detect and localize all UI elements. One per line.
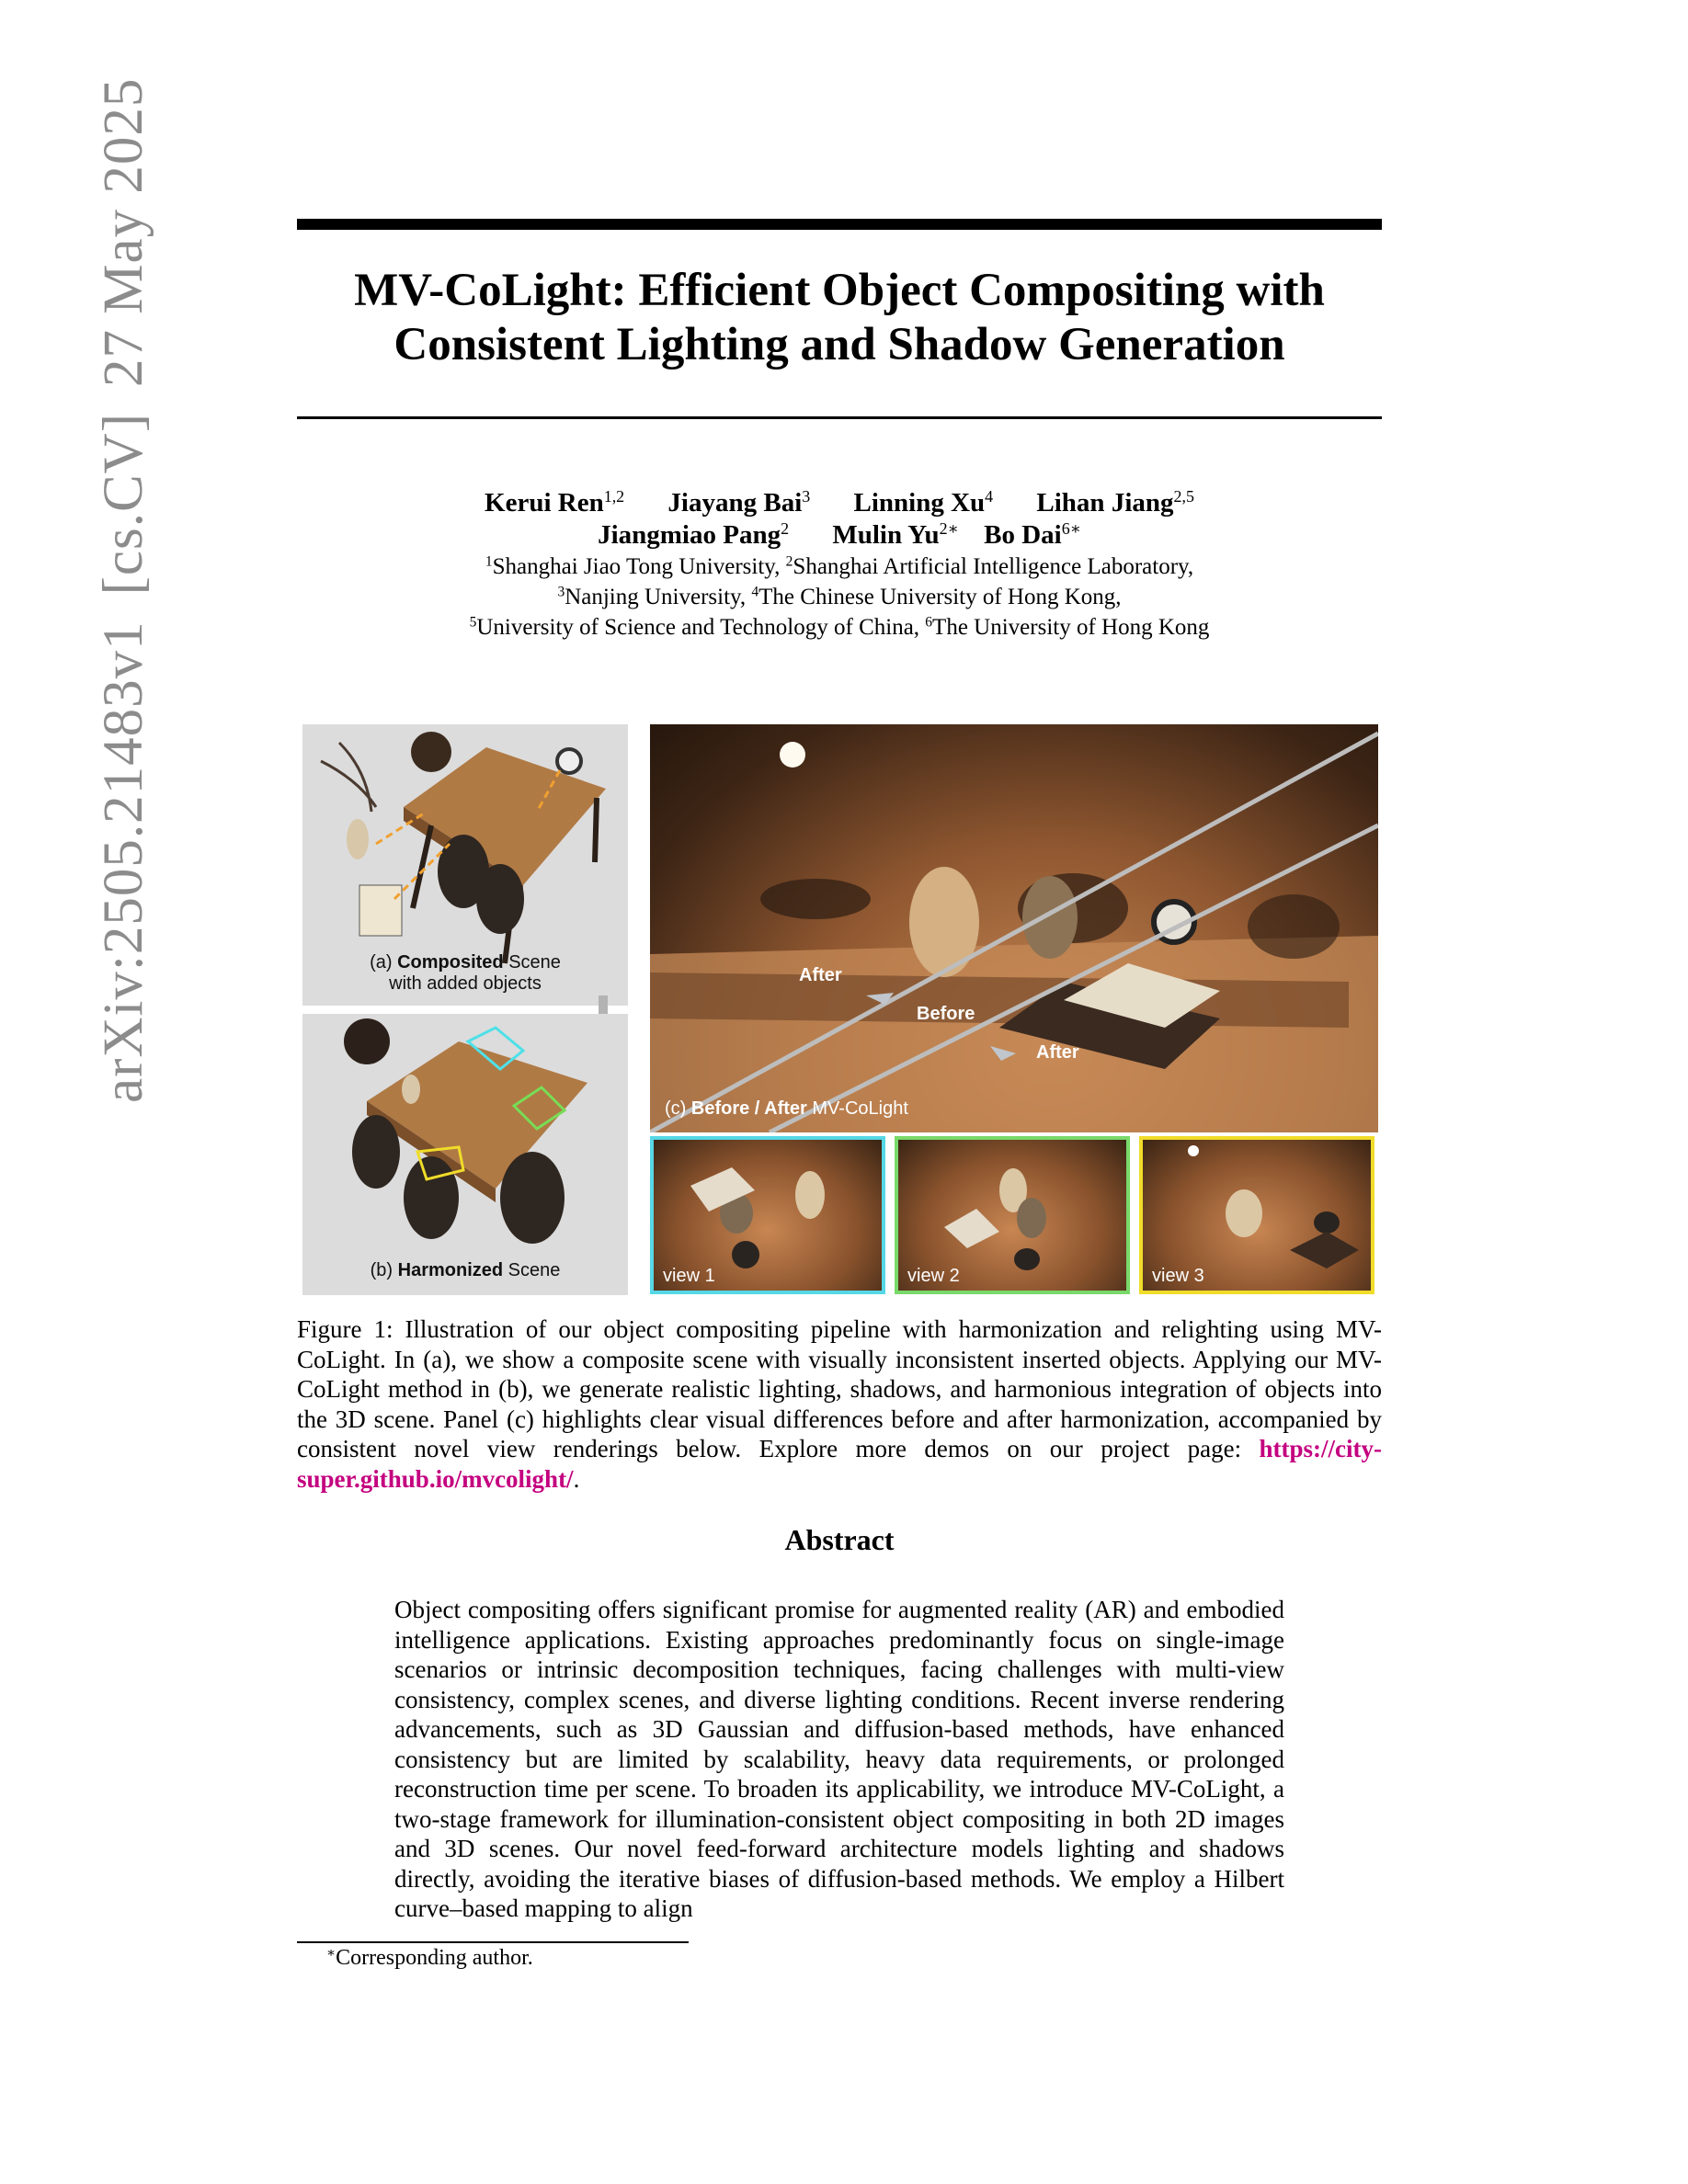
author: Mulin $Yu^{2∗}$ [832, 519, 959, 550]
caption-text: Figure 1: Illustration of our object compositing pipeline with harmonization and relighting using MV-CoLight. In (a), we show a composite scene with visually inconsistent inserted objects. Applying our MV-CoLight method in (b), we generate realistic lighting, shadows, and harmonious integration of objects into the 3D scene. Panel (c) highlights clear visual differences before and after harmonization, accompanied by consistent novel view renderings below. Explore more demos on our project page: [297, 1315, 1382, 1462]
view-2-label: view 2 [907, 1266, 960, 1286]
affiliation-line-1: $^1$Shanghai Jiao Tong University, $^2$Shanghai Artificial Intelligence Laboratory, [485, 553, 1194, 579]
project-page-link[interactable]: https://city-super.github.io/mvcolight/ [297, 1435, 1382, 1493]
arxiv-category: [cs.CV] [93, 412, 154, 596]
title-line-2: Consistent Lighting and Shadow Generation [393, 319, 1285, 370]
novel-view-2 [895, 1136, 1130, 1294]
arxiv-id: arXiv:2505.21483v1 [93, 620, 154, 1103]
harmonized-scene-image [302, 1014, 628, 1295]
abstract-body: Object compositing offers significant promise for augmented reality (AR) and embodied intelligence applications. Existing approaches predominantly focus on single-image scenarios or intrinsic decomposition techniques, facing challenges with multi-view consistency, complex scenes, and diverse lighting conditions. Recent inverse rendering advancements, such as 3D Gaussian and diffusion-based methods, have enhanced consistency but are limited by scalability, heavy data requirements, or prolonged reconstruction time per scene. To broaden its applicability, we introduce MV-CoLight, a two-stage framework for illumination-consistent object compositing in both 2D images and 3D scenes. Our novel feed-forward architecture models lighting and shadows directly, avoiding the iterative biases of diffusion-based methods. We employ a Hilbert curve–based mapping to align [394, 1596, 1284, 1922]
after-label-left: After [799, 965, 842, 985]
title-bottom-rule [297, 416, 1382, 419]
panel-a-caption: (a) Composited Scene with added objects [370, 952, 561, 994]
after-label-right: After [1036, 1042, 1079, 1063]
author: Bo Dai$^{6∗}$ [984, 519, 1081, 550]
figure-caption: Figure 1: Illustration of our object compositing pipeline with harmonization and relighting using MV-CoLight. In (a), we show a composite scene with visually inconsistent inserted objects. Applying our MV-CoLight method in (b), we generate realistic lighting, shadows, and harmonious integration of objects into the 3D scene. Panel (c) highlights clear visual differences before and after harmonization, accompanied by consistent novel view renderings below. Explore more demos on our project page: https://city-super.github.io/mvcolight/. [297, 1315, 1382, 1493]
figure-panel-composited [302, 724, 628, 1006]
footnote-rule [297, 1941, 689, 1943]
abstract-heading: Abstract [784, 1523, 895, 1556]
figure-panel-before-after [650, 724, 1378, 1132]
figure-panel-harmonized [302, 1014, 628, 1295]
view-1-label: view 1 [663, 1266, 715, 1286]
view-3-label: view 3 [1152, 1266, 1204, 1286]
before-after-scene-image [650, 724, 1378, 1132]
author-block [297, 487, 1382, 643]
author: Jiangmiao Pang$^2$ [598, 519, 790, 550]
author: Jiayang Bai$^3$ [667, 487, 811, 518]
author-line-1 [297, 487, 1382, 519]
panel-c-caption: (c) Before / After MV-CoLight [665, 1098, 908, 1119]
title-line-1: MV-CoLight: Efficient Object Compositing with [354, 265, 1325, 316]
author-line-2 [297, 519, 1382, 552]
arxiv-date: 27 May 2025 [93, 77, 154, 387]
before-label: Before [917, 1004, 975, 1024]
author: Lihan Jiang$^{2,5}$ [1036, 487, 1194, 518]
affiliation-line-3: $^5$University of Science and Technology of China, $^6$The University of Hong Kong [469, 614, 1210, 640]
affiliation-line-2: $^3$Nanjing University, $^4$The Chinese University of Hong Kong, [557, 584, 1122, 609]
panel-b-caption: (b) Harmonized Scene [370, 1260, 561, 1280]
novel-view-1 [650, 1136, 885, 1294]
title-top-rule [297, 219, 1382, 230]
novel-view-3 [1139, 1136, 1374, 1294]
author: Kerui Ren$^{1,2}$ [485, 487, 625, 518]
footnote: ∗Corresponding author. [326, 1945, 533, 1970]
author: Linning Xu$^4$ [853, 487, 994, 518]
arxiv-stamp [92, 52, 156, 1103]
paper-title [297, 264, 1382, 372]
